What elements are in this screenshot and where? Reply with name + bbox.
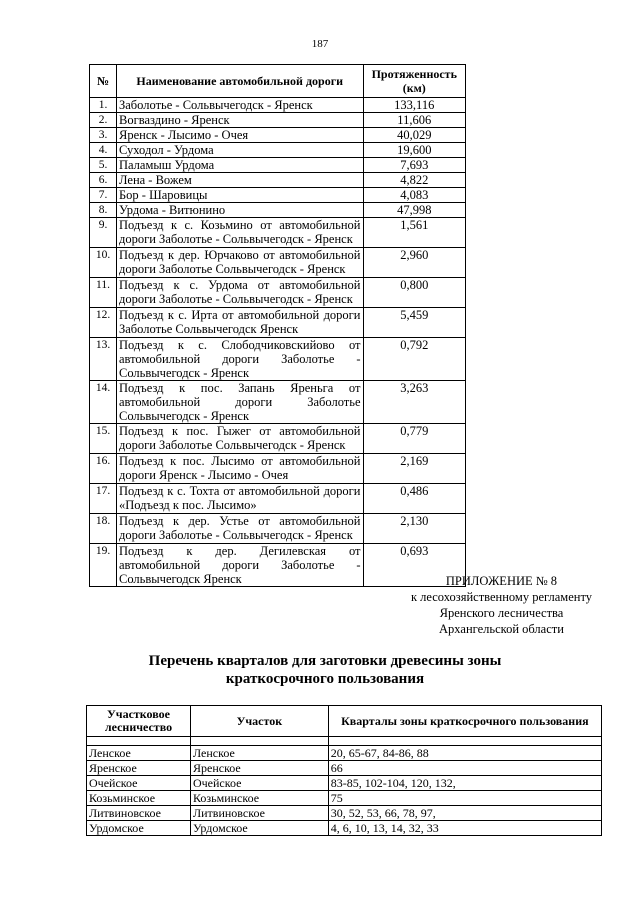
appendix-title: ПРИЛОЖЕНИЕ № 8 xyxy=(445,574,558,588)
table-row xyxy=(87,761,602,776)
spacer-row xyxy=(87,737,602,746)
road-name: Заболотье - Сольвычегодск - Яренск xyxy=(117,98,364,113)
table-row xyxy=(90,98,466,113)
table-row xyxy=(87,791,602,806)
quarters-cell: 20, 65-67, 84-86, 88 xyxy=(328,746,601,761)
plot-cell: Козьминское xyxy=(190,791,328,806)
table-row xyxy=(87,821,602,836)
row-num: 15. xyxy=(90,424,117,454)
road-name: Подъезд к с. Слободчиковскийово от автомобильной дороги Заболотье - Сольвычегодск - Яренск xyxy=(117,338,364,381)
plot-cell: Урдомское xyxy=(190,821,328,836)
row-num: 18. xyxy=(90,514,117,544)
road-length: 2,130 xyxy=(363,514,466,544)
header-plot: Участок xyxy=(190,706,328,737)
row-num: 2. xyxy=(90,113,117,128)
road-name: Яренск - Лысимо - Очея xyxy=(117,128,364,143)
road-length: 0,693 xyxy=(363,544,466,587)
forestry-cell: Ленское xyxy=(87,746,191,761)
appendix-line: Яренского лесничества xyxy=(439,606,564,620)
quarters-cell: 75 xyxy=(328,791,601,806)
quarters-header-row xyxy=(87,706,602,737)
table-row xyxy=(90,158,466,173)
table-row xyxy=(90,173,466,188)
road-length: 1,561 xyxy=(363,218,466,248)
plot-cell: Очейское xyxy=(190,776,328,791)
roads-header-row xyxy=(90,65,466,98)
row-num: 6. xyxy=(90,173,117,188)
road-length: 0,792 xyxy=(363,338,466,381)
row-num: 8. xyxy=(90,203,117,218)
road-name: Подъезд к с. Тохта от автомобильной дороги «Подъезд к пос. Лысимо» xyxy=(117,484,364,514)
plot-cell: Ленское xyxy=(190,746,328,761)
road-name: Подъезд к с. Урдома от автомобильной дороги Заболотье - Сольвычегодск - Яренск xyxy=(117,278,364,308)
table-row xyxy=(90,381,466,424)
road-name: Паламыш Урдома xyxy=(117,158,364,173)
row-num: 4. xyxy=(90,143,117,158)
header-num: № xyxy=(90,65,117,98)
road-name: Подъезд к дер. Дегилевская от автомобильной дороги Заболотье - Сольвычегодск Яренск xyxy=(117,544,364,587)
row-num: 17. xyxy=(90,484,117,514)
roads-table xyxy=(89,64,466,587)
road-length: 4,822 xyxy=(363,173,466,188)
row-num: 7. xyxy=(90,188,117,203)
road-length: 0,800 xyxy=(363,278,466,308)
row-num: 19. xyxy=(90,544,117,587)
table-row xyxy=(90,113,466,128)
road-name: Подъезд к с. Козьмино от автомобильной дороги Заболотье - Сольвычегодск - Яренск xyxy=(117,218,364,248)
row-num: 3. xyxy=(90,128,117,143)
forestry-cell: Урдомское xyxy=(87,821,191,836)
road-length: 2,169 xyxy=(363,454,466,484)
row-num: 13. xyxy=(90,338,117,381)
row-num: 5. xyxy=(90,158,117,173)
table-row xyxy=(87,776,602,791)
road-length: 4,083 xyxy=(363,188,466,203)
table-row xyxy=(90,248,466,278)
table-row xyxy=(90,338,466,381)
title-line-1: Перечень кварталов для заготовки древесины зоны xyxy=(148,653,502,669)
header-forestry: Участковое лесничество xyxy=(87,706,191,737)
appendix-block xyxy=(411,573,592,637)
appendix-line: Архангельской области xyxy=(439,622,564,636)
road-length: 11,606 xyxy=(363,113,466,128)
table-row xyxy=(90,484,466,514)
table-row xyxy=(90,544,466,587)
quarters-cell: 30, 52, 53, 66, 78, 97, xyxy=(328,806,601,821)
table-row xyxy=(90,218,466,248)
table-row xyxy=(90,143,466,158)
table-row xyxy=(87,746,602,761)
road-length: 40,029 xyxy=(363,128,466,143)
road-name: Подъезд к пос. Гыжег от автомобильной дороги Заболотье Сольвычегодск - Яренск xyxy=(117,424,364,454)
plot-cell: Литвиновское xyxy=(190,806,328,821)
road-length: 3,263 xyxy=(363,381,466,424)
row-num: 16. xyxy=(90,454,117,484)
row-num: 11. xyxy=(90,278,117,308)
road-name: Подъезд к дер. Устье от автомобильной дороги Заболотье - Сольвычегодск - Яренск xyxy=(117,514,364,544)
table-row xyxy=(87,806,602,821)
row-num: 10. xyxy=(90,248,117,278)
road-name: Бор - Шаровицы xyxy=(117,188,364,203)
road-length: 133,116 xyxy=(363,98,466,113)
road-name: Вогваздино - Яренск xyxy=(117,113,364,128)
row-num: 14. xyxy=(90,381,117,424)
road-name: Подъезд к с. Ирта от автомобильной дороги Заболотье Сольвычегодск Яренск xyxy=(117,308,364,338)
forestry-cell: Литвиновское xyxy=(87,806,191,821)
road-length: 19,600 xyxy=(363,143,466,158)
table-row xyxy=(90,514,466,544)
page-number: 187 xyxy=(311,38,329,50)
table-row xyxy=(90,278,466,308)
appendix-line: к лесохозяйственному регламенту xyxy=(410,590,592,604)
title-line-2: краткосрочного пользования xyxy=(225,671,425,687)
road-name: Подъезд к дер. Юрчаково от автомобильной дороги Заболотье Сольвычегодск - Яренск xyxy=(117,248,364,278)
forestry-cell: Козьминское xyxy=(87,791,191,806)
section-title xyxy=(90,652,560,688)
road-length: 0,779 xyxy=(363,424,466,454)
road-length: 47,998 xyxy=(363,203,466,218)
table-row xyxy=(90,308,466,338)
row-num: 9. xyxy=(90,218,117,248)
table-row xyxy=(90,454,466,484)
road-name: Подъезд к пос. Запань Яреньга от автомобильной дороги Заболотье Сольвычегодск - Яренск xyxy=(117,381,364,424)
row-num: 12. xyxy=(90,308,117,338)
quarters-table xyxy=(86,705,602,836)
header-quarters: Кварталы зоны краткосрочного пользования xyxy=(328,706,601,737)
road-length: 5,459 xyxy=(363,308,466,338)
road-length: 2,960 xyxy=(363,248,466,278)
road-length: 7,693 xyxy=(363,158,466,173)
forestry-cell: Очейское xyxy=(87,776,191,791)
forestry-cell: Яренское xyxy=(87,761,191,776)
quarters-cell: 66 xyxy=(328,761,601,776)
quarters-cell: 4, 6, 10, 13, 14, 32, 33 xyxy=(328,821,601,836)
header-name: Наименование автомобильной дороги xyxy=(117,65,364,98)
table-row xyxy=(90,424,466,454)
plot-cell: Яренское xyxy=(190,761,328,776)
table-row xyxy=(90,128,466,143)
quarters-cell: 83-85, 102-104, 120, 132, xyxy=(328,776,601,791)
row-num: 1. xyxy=(90,98,117,113)
table-row xyxy=(90,203,466,218)
road-name: Суходол - Урдома xyxy=(117,143,364,158)
road-name: Подъезд к пос. Лысимо от автомобильной дороги Яренск - Лысимо - Очея xyxy=(117,454,364,484)
road-name: Урдома - Витюнино xyxy=(117,203,364,218)
road-length: 0,486 xyxy=(363,484,466,514)
road-name: Лена - Вожем xyxy=(117,173,364,188)
table-row xyxy=(90,188,466,203)
header-length: Протяженность (км) xyxy=(363,65,466,98)
